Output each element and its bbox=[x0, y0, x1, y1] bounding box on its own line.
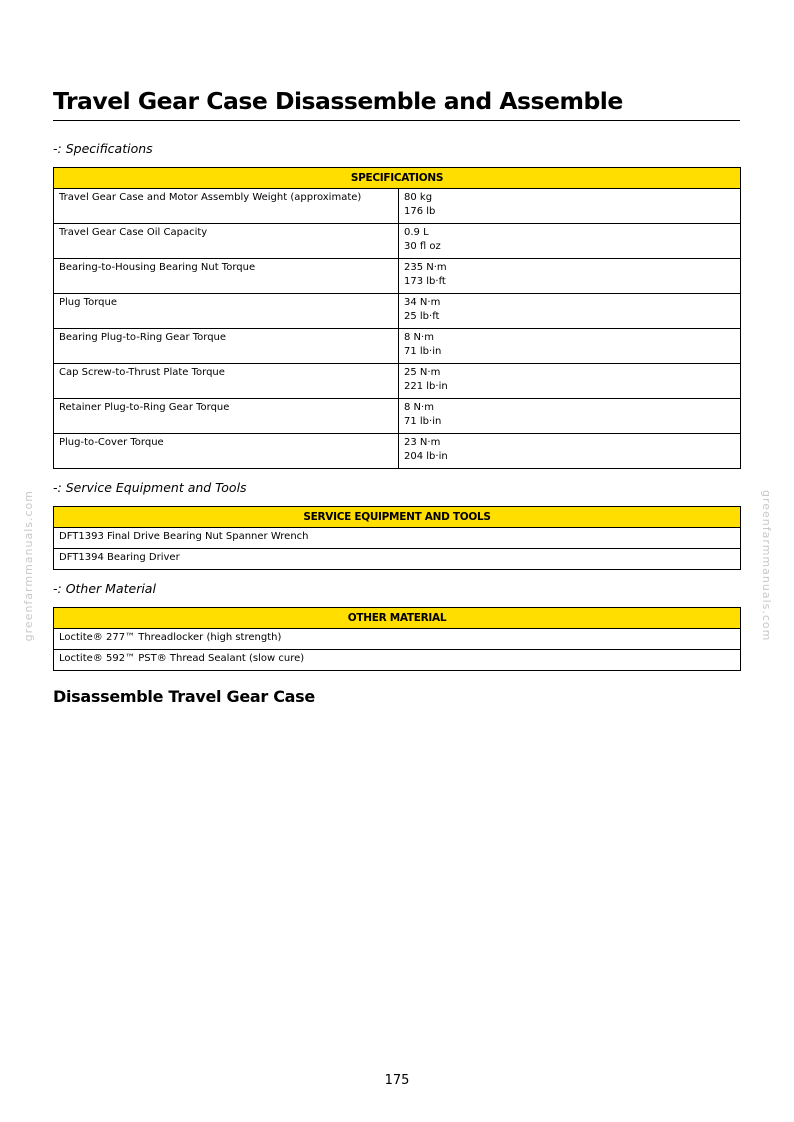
specifications-table bbox=[53, 167, 741, 469]
spec-value bbox=[399, 189, 741, 224]
spec-value bbox=[399, 399, 741, 434]
spec-value bbox=[399, 329, 741, 364]
section-heading: Disassemble Travel Gear Case bbox=[53, 687, 315, 706]
spec-value-imperial: 221 lb·in bbox=[404, 381, 448, 392]
spec-value-metric: 8 N·m bbox=[404, 402, 434, 413]
other-material-label: -: Other Material bbox=[53, 581, 156, 596]
spec-value-imperial: 25 lb·ft bbox=[404, 311, 440, 322]
spec-value-imperial: 204 lb·in bbox=[404, 451, 448, 462]
other-material-table bbox=[53, 607, 741, 671]
spec-value-metric: 235 N·m bbox=[404, 262, 447, 273]
spec-value-metric: 80 kg bbox=[404, 192, 433, 203]
tool-item: DFT1393 Final Drive Bearing Nut Spanner Wrench bbox=[54, 528, 741, 549]
table-row bbox=[54, 189, 741, 224]
tools-table bbox=[53, 506, 741, 570]
table-row bbox=[54, 259, 741, 294]
table-row bbox=[54, 399, 741, 434]
spec-value-metric: 23 N·m bbox=[404, 437, 441, 448]
page-number: 175 bbox=[384, 1073, 410, 1088]
spec-value-imperial: 176 lb bbox=[404, 206, 436, 217]
table-header-row bbox=[54, 608, 741, 629]
spec-value-metric: 8 N·m bbox=[404, 332, 434, 343]
material-item: Loctite® 277™ Threadlocker (high strength) bbox=[54, 629, 741, 650]
table-row bbox=[54, 329, 741, 364]
table-row bbox=[54, 650, 741, 671]
table-header-row bbox=[54, 507, 741, 528]
spec-value bbox=[399, 294, 741, 329]
tool-item: DFT1394 Bearing Driver bbox=[54, 549, 741, 570]
spec-item: Bearing Plug-to-Ring Gear Torque bbox=[54, 329, 399, 364]
spec-item: Travel Gear Case and Motor Assembly Weight (approximate) bbox=[54, 189, 399, 224]
watermark-left: greenfarmmanuals.com bbox=[22, 490, 35, 642]
spec-item: Plug-to-Cover Torque bbox=[54, 434, 399, 469]
spec-value bbox=[399, 224, 741, 259]
spec-value bbox=[399, 364, 741, 399]
spec-value-metric: 0.9 L bbox=[404, 227, 429, 238]
spec-value-imperial: 173 lb·ft bbox=[404, 276, 446, 287]
spec-item: Cap Screw-to-Thrust Plate Torque bbox=[54, 364, 399, 399]
table-row bbox=[54, 549, 741, 570]
spec-item: Retainer Plug-to-Ring Gear Torque bbox=[54, 399, 399, 434]
table-row bbox=[54, 434, 741, 469]
spec-item: Travel Gear Case Oil Capacity bbox=[54, 224, 399, 259]
watermark-right: greenfarmmanuals.com bbox=[760, 490, 773, 642]
spec-value-metric: 25 N·m bbox=[404, 367, 441, 378]
table-header-row bbox=[54, 168, 741, 189]
spec-value-imperial: 71 lb·in bbox=[404, 346, 442, 357]
specifications-header: SPECIFICATIONS bbox=[54, 168, 741, 189]
table-row bbox=[54, 364, 741, 399]
spec-item: Bearing-to-Housing Bearing Nut Torque bbox=[54, 259, 399, 294]
specifications-label: -: Specifications bbox=[53, 141, 153, 156]
spec-value-imperial: 30 fl oz bbox=[404, 241, 441, 252]
spec-value bbox=[399, 259, 741, 294]
tools-header: SERVICE EQUIPMENT AND TOOLS bbox=[54, 507, 741, 528]
spec-value-imperial: 71 lb·in bbox=[404, 416, 442, 427]
material-item: Loctite® 592™ PST® Thread Sealant (slow cure) bbox=[54, 650, 741, 671]
table-row bbox=[54, 528, 741, 549]
table-row bbox=[54, 224, 741, 259]
spec-value bbox=[399, 434, 741, 469]
table-row bbox=[54, 629, 741, 650]
tools-label: -: Service Equipment and Tools bbox=[53, 480, 247, 495]
spec-value-metric: 34 N·m bbox=[404, 297, 441, 308]
page-title: Travel Gear Case Disassemble and Assemble bbox=[53, 86, 740, 121]
table-row bbox=[54, 294, 741, 329]
other-material-header: OTHER MATERIAL bbox=[54, 608, 741, 629]
spec-item: Plug Torque bbox=[54, 294, 399, 329]
